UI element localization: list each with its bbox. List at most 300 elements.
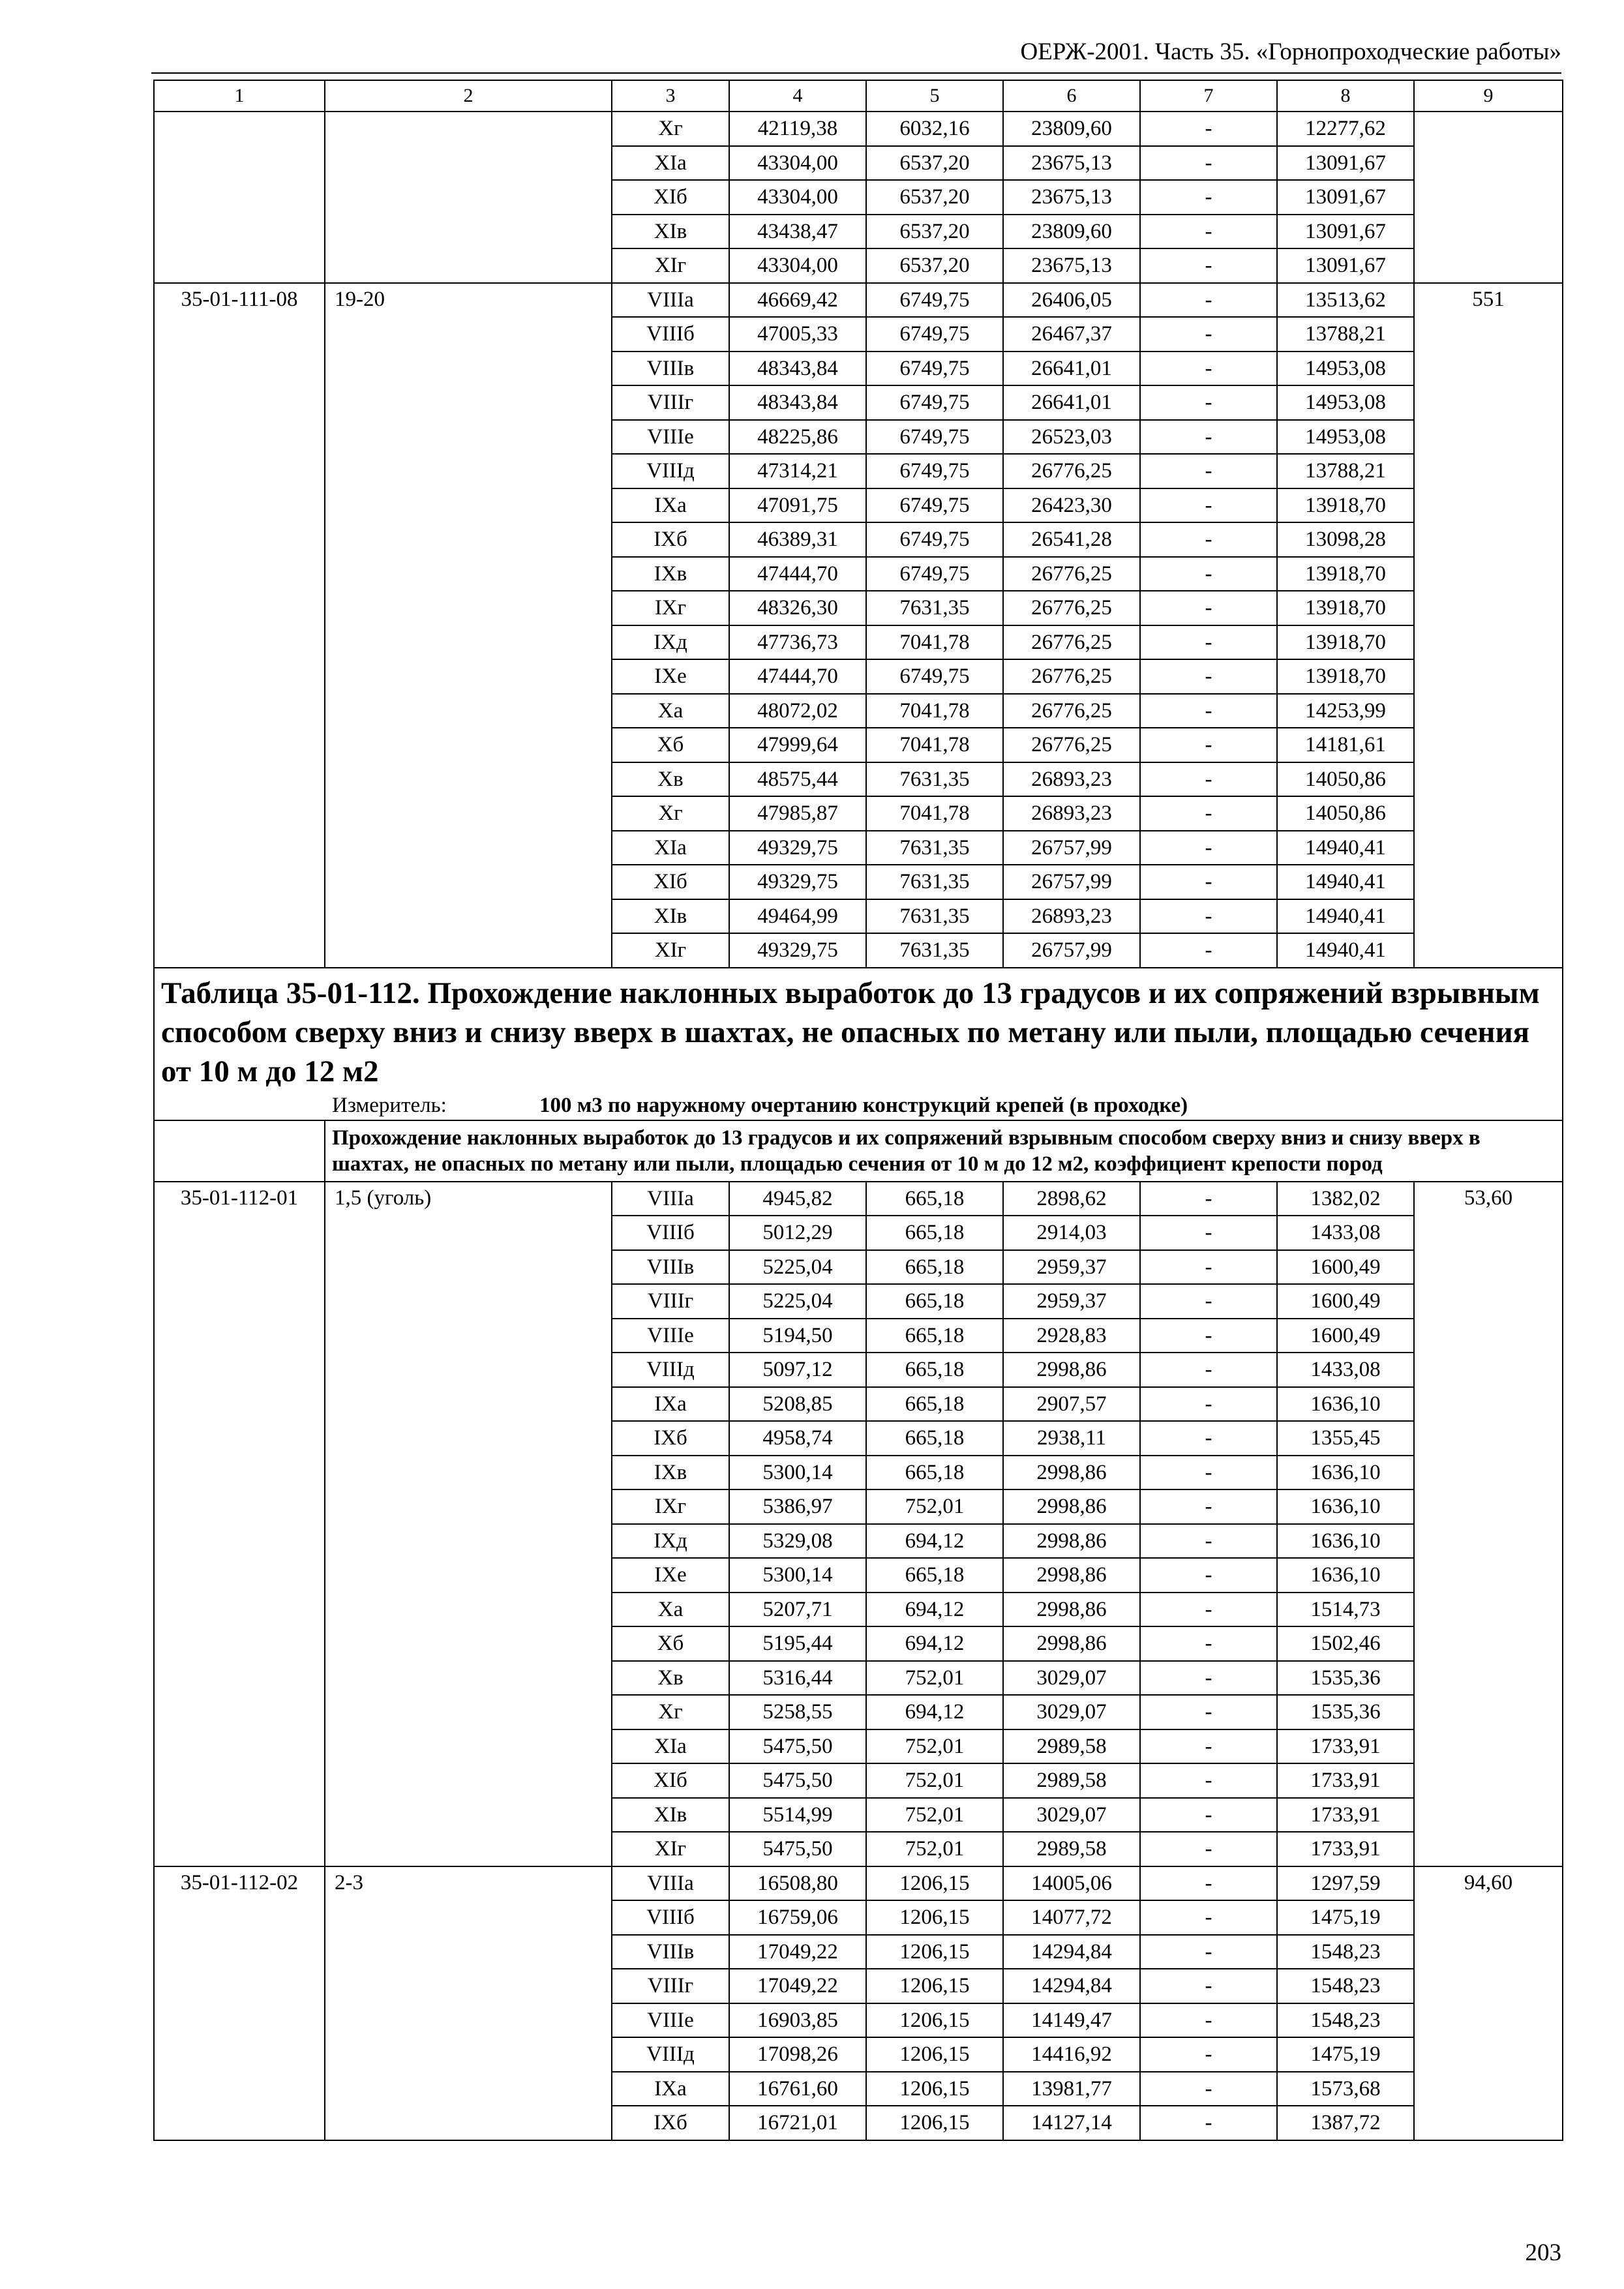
total-cost: 5316,44 xyxy=(729,1661,866,1696)
wages: 752,01 xyxy=(866,1832,1003,1866)
estimate-table xyxy=(153,80,1563,2141)
materials: 1636,10 xyxy=(1277,1456,1414,1490)
materials: 14953,08 xyxy=(1277,420,1414,455)
rock-strength: 19-20 xyxy=(325,283,612,968)
measure-label: Измеритель: xyxy=(332,1093,447,1117)
region-category: XIб xyxy=(612,865,729,899)
machinist-wages: - xyxy=(1140,1456,1277,1490)
total-cost: 47985,87 xyxy=(729,796,866,831)
materials: 14181,61 xyxy=(1277,728,1414,762)
machine-cost: 26893,23 xyxy=(1003,899,1140,934)
materials: 1355,45 xyxy=(1277,1421,1414,1456)
wages: 6749,75 xyxy=(866,522,1003,557)
machinist-wages: - xyxy=(1140,1900,1277,1935)
region-category: VIIIа xyxy=(612,283,729,318)
machine-cost: 26467,37 xyxy=(1003,317,1140,352)
wages: 1206,15 xyxy=(866,2003,1003,2038)
machinist-wages: - xyxy=(1140,1695,1277,1729)
table-title-row xyxy=(154,968,1563,1091)
region-category: IXв xyxy=(612,557,729,591)
wages: 694,12 xyxy=(866,1626,1003,1661)
machinist-wages: - xyxy=(1140,865,1277,899)
region-category: Xб xyxy=(612,1626,729,1661)
machinist-wages: - xyxy=(1140,1524,1277,1559)
machinist-wages: - xyxy=(1140,933,1277,968)
materials: 1733,91 xyxy=(1277,1729,1414,1764)
machine-cost: 14294,84 xyxy=(1003,1969,1140,2003)
region-category: Xв xyxy=(612,1661,729,1696)
machinist-wages: - xyxy=(1140,899,1277,934)
wages: 665,18 xyxy=(866,1456,1003,1490)
machinist-wages: - xyxy=(1140,1182,1277,1216)
machinist-wages: - xyxy=(1140,2106,1277,2140)
total-cost: 46389,31 xyxy=(729,522,866,557)
total-cost: 43304,00 xyxy=(729,248,866,283)
rock-strength xyxy=(325,112,612,283)
materials: 13918,70 xyxy=(1277,625,1414,660)
materials: 14253,99 xyxy=(1277,694,1414,728)
region-category: VIIIе xyxy=(612,2003,729,2038)
machine-cost: 2989,58 xyxy=(1003,1832,1140,1866)
wages: 752,01 xyxy=(866,1489,1003,1524)
materials: 13918,70 xyxy=(1277,591,1414,625)
machinist-wages: - xyxy=(1140,1489,1277,1524)
machine-cost: 2898,62 xyxy=(1003,1182,1140,1216)
machine-cost: 14416,92 xyxy=(1003,2037,1140,2072)
total-cost: 16508,80 xyxy=(729,1866,866,1901)
materials: 13091,67 xyxy=(1277,180,1414,215)
machine-cost: 13981,77 xyxy=(1003,2072,1140,2106)
wages: 6749,75 xyxy=(866,385,1003,420)
machine-cost: 2938,11 xyxy=(1003,1421,1140,1456)
machinist-wages: - xyxy=(1140,112,1277,146)
column-number: 6 xyxy=(1003,80,1140,112)
materials: 1433,08 xyxy=(1277,1353,1414,1387)
wages: 665,18 xyxy=(866,1558,1003,1593)
machine-cost: 26523,03 xyxy=(1003,420,1140,455)
machine-cost: 14127,14 xyxy=(1003,2106,1140,2140)
wages: 7631,35 xyxy=(866,865,1003,899)
total-cost: 16721,01 xyxy=(729,2106,866,2140)
wages: 1206,15 xyxy=(866,1935,1003,1969)
total-cost: 5329,08 xyxy=(729,1524,866,1559)
wages: 1206,15 xyxy=(866,1900,1003,1935)
region-category: XIа xyxy=(612,831,729,865)
machine-cost: 2989,58 xyxy=(1003,1729,1140,1764)
table-row xyxy=(154,1182,1563,1216)
wages: 6749,75 xyxy=(866,420,1003,455)
wages: 665,18 xyxy=(866,1182,1003,1216)
materials: 13098,28 xyxy=(1277,522,1414,557)
machine-cost: 2998,86 xyxy=(1003,1489,1140,1524)
total-cost: 5012,29 xyxy=(729,1216,866,1250)
column-number: 5 xyxy=(866,80,1003,112)
region-category: VIIIб xyxy=(612,1216,729,1250)
region-category: XIг xyxy=(612,248,729,283)
total-cost: 43438,47 xyxy=(729,215,866,249)
region-category: VIIIе xyxy=(612,420,729,455)
region-category: IXа xyxy=(612,2072,729,2106)
total-cost: 5475,50 xyxy=(729,1832,866,1866)
total-cost: 49329,75 xyxy=(729,933,866,968)
region-category: Xг xyxy=(612,1695,729,1729)
machine-cost: 2998,86 xyxy=(1003,1626,1140,1661)
total-cost: 5300,14 xyxy=(729,1558,866,1593)
region-category: XIв xyxy=(612,215,729,249)
column-number: 2 xyxy=(325,80,612,112)
machine-cost: 2998,86 xyxy=(1003,1456,1140,1490)
region-category: VIIIв xyxy=(612,352,729,386)
machinist-wages: - xyxy=(1140,2037,1277,2072)
materials: 1382,02 xyxy=(1277,1182,1414,1216)
machine-cost: 26776,25 xyxy=(1003,728,1140,762)
region-category: VIIIг xyxy=(612,1969,729,2003)
machinist-wages: - xyxy=(1140,1798,1277,1833)
total-cost: 48575,44 xyxy=(729,762,866,797)
region-category: VIIIв xyxy=(612,1250,729,1285)
region-category: IXг xyxy=(612,591,729,625)
region-category: IXд xyxy=(612,625,729,660)
wages: 665,18 xyxy=(866,1353,1003,1387)
total-cost: 47091,75 xyxy=(729,488,866,523)
materials: 1297,59 xyxy=(1277,1866,1414,1901)
rock-strength: 1,5 (уголь) xyxy=(325,1182,612,1866)
wages: 6537,20 xyxy=(866,215,1003,249)
materials: 13788,21 xyxy=(1277,317,1414,352)
header-rule xyxy=(151,72,1561,74)
region-category: XIа xyxy=(612,146,729,181)
wages: 752,01 xyxy=(866,1729,1003,1764)
region-category: VIIIд xyxy=(612,1353,729,1387)
wages: 752,01 xyxy=(866,1763,1003,1798)
running-header: ОЕРЖ-2001. Часть 35. «Горнопроходческие работы» xyxy=(1020,38,1561,65)
materials: 1475,19 xyxy=(1277,2037,1414,2072)
machinist-wages: - xyxy=(1140,1866,1277,1901)
machinist-wages: - xyxy=(1140,1250,1277,1285)
region-category: Xа xyxy=(612,1593,729,1627)
total-cost: 48343,84 xyxy=(729,385,866,420)
region-category: XIв xyxy=(612,899,729,934)
machine-cost: 26757,99 xyxy=(1003,831,1140,865)
machinist-wages: - xyxy=(1140,146,1277,181)
wages: 665,18 xyxy=(866,1250,1003,1285)
machine-cost: 26776,25 xyxy=(1003,659,1140,694)
machinist-wages: - xyxy=(1140,283,1277,318)
machine-cost: 2914,03 xyxy=(1003,1216,1140,1250)
total-cost: 5475,50 xyxy=(729,1763,866,1798)
materials: 1573,68 xyxy=(1277,2072,1414,2106)
machine-cost: 26423,30 xyxy=(1003,488,1140,523)
total-cost: 49329,75 xyxy=(729,865,866,899)
wages: 694,12 xyxy=(866,1593,1003,1627)
wages: 7041,78 xyxy=(866,728,1003,762)
materials: 14940,41 xyxy=(1277,865,1414,899)
total-cost: 47444,70 xyxy=(729,557,866,591)
total-cost: 16761,60 xyxy=(729,2072,866,2106)
machinist-wages: - xyxy=(1140,762,1277,797)
total-cost: 5225,04 xyxy=(729,1284,866,1319)
total-cost: 47444,70 xyxy=(729,659,866,694)
materials: 14050,86 xyxy=(1277,762,1414,797)
materials: 1600,49 xyxy=(1277,1250,1414,1285)
machine-cost: 2959,37 xyxy=(1003,1250,1140,1285)
region-category: VIIIв xyxy=(612,1935,729,1969)
wages: 6749,75 xyxy=(866,659,1003,694)
column-number: 4 xyxy=(729,80,866,112)
machinist-wages: - xyxy=(1140,522,1277,557)
machinist-wages: - xyxy=(1140,420,1277,455)
region-category: VIIIе xyxy=(612,1319,729,1353)
machine-cost: 3029,07 xyxy=(1003,1661,1140,1696)
region-category: XIб xyxy=(612,1763,729,1798)
region-category: IXе xyxy=(612,659,729,694)
materials: 13513,62 xyxy=(1277,283,1414,318)
region-category: XIв xyxy=(612,1798,729,1833)
materials: 1733,91 xyxy=(1277,1832,1414,1866)
wages: 6749,75 xyxy=(866,488,1003,523)
labor-cost: 551 xyxy=(1414,283,1563,968)
wages: 7041,78 xyxy=(866,796,1003,831)
materials: 14050,86 xyxy=(1277,796,1414,831)
measure-cell xyxy=(154,1091,1563,1120)
machine-cost: 26893,23 xyxy=(1003,796,1140,831)
norm-code xyxy=(154,112,325,283)
region-category: IXб xyxy=(612,522,729,557)
machinist-wages: - xyxy=(1140,1763,1277,1798)
machine-cost: 26776,25 xyxy=(1003,625,1140,660)
materials: 14940,41 xyxy=(1277,933,1414,968)
region-category: IXа xyxy=(612,1387,729,1422)
wages: 1206,15 xyxy=(866,2106,1003,2140)
total-cost: 5386,97 xyxy=(729,1489,866,1524)
machinist-wages: - xyxy=(1140,625,1277,660)
column-number-row xyxy=(154,80,1563,112)
wages: 665,18 xyxy=(866,1216,1003,1250)
total-cost: 48072,02 xyxy=(729,694,866,728)
column-number: 3 xyxy=(612,80,729,112)
region-category: IXв xyxy=(612,1456,729,1490)
table-title: Таблица 35-01-112. Прохождение наклонных выработок до 13 градусов и их сопряжений взрывным способом сверху вниз и снизу вверх в шахтах, не опасных по метану или пыли, площадью сечения от 10 м до 12 м2 xyxy=(154,968,1563,1091)
wages: 7631,35 xyxy=(866,762,1003,797)
wages: 665,18 xyxy=(866,1387,1003,1422)
measure-value: 100 м3 по наружному очертанию конструкций крепей (в проходке) xyxy=(539,1093,1188,1117)
machinist-wages: - xyxy=(1140,1421,1277,1456)
table-body xyxy=(154,80,1563,2140)
materials: 1600,49 xyxy=(1277,1284,1414,1319)
total-cost: 5475,50 xyxy=(729,1729,866,1764)
wages: 1206,15 xyxy=(866,2072,1003,2106)
measure-row xyxy=(154,1091,1563,1120)
total-cost: 4958,74 xyxy=(729,1421,866,1456)
machine-cost: 3029,07 xyxy=(1003,1798,1140,1833)
materials: 13788,21 xyxy=(1277,454,1414,488)
machine-cost: 26776,25 xyxy=(1003,591,1140,625)
materials: 1548,23 xyxy=(1277,2003,1414,2038)
total-cost: 16759,06 xyxy=(729,1900,866,1935)
wages: 6032,16 xyxy=(866,112,1003,146)
machine-cost: 23675,13 xyxy=(1003,180,1140,215)
materials: 12277,62 xyxy=(1277,112,1414,146)
total-cost: 17049,22 xyxy=(729,1969,866,2003)
materials: 14940,41 xyxy=(1277,831,1414,865)
machinist-wages: - xyxy=(1140,1661,1277,1696)
wages: 694,12 xyxy=(866,1695,1003,1729)
total-cost: 47736,73 xyxy=(729,625,866,660)
materials: 1548,23 xyxy=(1277,1935,1414,1969)
total-cost: 49464,99 xyxy=(729,899,866,934)
total-cost: 48343,84 xyxy=(729,352,866,386)
materials: 14940,41 xyxy=(1277,899,1414,934)
total-cost: 5097,12 xyxy=(729,1353,866,1387)
machine-cost: 26757,99 xyxy=(1003,865,1140,899)
machinist-wages: - xyxy=(1140,1969,1277,2003)
wages: 7631,35 xyxy=(866,831,1003,865)
total-cost: 43304,00 xyxy=(729,146,866,181)
total-cost: 5195,44 xyxy=(729,1626,866,1661)
region-category: XIг xyxy=(612,933,729,968)
labor-cost: 94,60 xyxy=(1414,1866,1563,2140)
materials: 1514,73 xyxy=(1277,1593,1414,1627)
wages: 1206,15 xyxy=(866,1866,1003,1901)
wages: 6537,20 xyxy=(866,180,1003,215)
total-cost: 46669,42 xyxy=(729,283,866,318)
machinist-wages: - xyxy=(1140,488,1277,523)
wages: 7631,35 xyxy=(866,899,1003,934)
machine-cost: 23675,13 xyxy=(1003,248,1140,283)
description-empty xyxy=(154,1120,325,1182)
machine-cost: 3029,07 xyxy=(1003,1695,1140,1729)
region-category: VIIIа xyxy=(612,1866,729,1901)
rock-strength: 2-3 xyxy=(325,1866,612,2140)
work-description: Прохождение наклонных выработок до 13 градусов и их сопряжений взрывным способом сверху вниз и снизу вверх в шахтах, не опасных по метану или пыли, площадью сечения от 10 м до 12 м2, коэффициент крепости пород xyxy=(325,1120,1563,1182)
machinist-wages: - xyxy=(1140,352,1277,386)
total-cost: 49329,75 xyxy=(729,831,866,865)
machine-cost: 2998,86 xyxy=(1003,1524,1140,1559)
materials: 1535,36 xyxy=(1277,1695,1414,1729)
wages: 7041,78 xyxy=(866,625,1003,660)
machinist-wages: - xyxy=(1140,1319,1277,1353)
machinist-wages: - xyxy=(1140,591,1277,625)
materials: 1548,23 xyxy=(1277,1969,1414,2003)
labor-cost: 53,60 xyxy=(1414,1182,1563,1866)
norm-code: 35-01-112-02 xyxy=(154,1866,325,2140)
labor-cost xyxy=(1414,112,1563,283)
machine-cost: 26893,23 xyxy=(1003,762,1140,797)
total-cost: 16903,85 xyxy=(729,2003,866,2038)
wages: 665,18 xyxy=(866,1284,1003,1319)
machinist-wages: - xyxy=(1140,1558,1277,1593)
machine-cost: 2989,58 xyxy=(1003,1763,1140,1798)
machine-cost: 26757,99 xyxy=(1003,933,1140,968)
region-category: IXа xyxy=(612,488,729,523)
wages: 6749,75 xyxy=(866,557,1003,591)
materials: 13091,67 xyxy=(1277,215,1414,249)
machine-cost: 2907,57 xyxy=(1003,1387,1140,1422)
machine-cost: 26641,01 xyxy=(1003,352,1140,386)
materials: 1733,91 xyxy=(1277,1763,1414,1798)
region-category: XIг xyxy=(612,1832,729,1866)
materials: 1387,72 xyxy=(1277,2106,1414,2140)
region-category: IXг xyxy=(612,1489,729,1524)
total-cost: 5225,04 xyxy=(729,1250,866,1285)
wages: 6749,75 xyxy=(866,317,1003,352)
machine-cost: 2928,83 xyxy=(1003,1319,1140,1353)
materials: 13918,70 xyxy=(1277,659,1414,694)
column-number: 7 xyxy=(1140,80,1277,112)
wages: 694,12 xyxy=(866,1524,1003,1559)
machinist-wages: - xyxy=(1140,454,1277,488)
wages: 752,01 xyxy=(866,1798,1003,1833)
machinist-wages: - xyxy=(1140,1216,1277,1250)
total-cost: 42119,38 xyxy=(729,112,866,146)
machinist-wages: - xyxy=(1140,1387,1277,1422)
machine-cost: 23809,60 xyxy=(1003,215,1140,249)
wages: 665,18 xyxy=(866,1319,1003,1353)
table-row xyxy=(154,283,1563,318)
machine-cost: 26776,25 xyxy=(1003,557,1140,591)
wages: 7631,35 xyxy=(866,933,1003,968)
total-cost: 4945,82 xyxy=(729,1182,866,1216)
wages: 665,18 xyxy=(866,1421,1003,1456)
machine-cost: 26776,25 xyxy=(1003,694,1140,728)
total-cost: 47999,64 xyxy=(729,728,866,762)
page-number: 203 xyxy=(1525,2239,1561,2266)
machinist-wages: - xyxy=(1140,1626,1277,1661)
materials: 13918,70 xyxy=(1277,557,1414,591)
region-category: VIIIг xyxy=(612,385,729,420)
materials: 1636,10 xyxy=(1277,1387,1414,1422)
machinist-wages: - xyxy=(1140,557,1277,591)
total-cost: 5258,55 xyxy=(729,1695,866,1729)
region-category: VIIIб xyxy=(612,1900,729,1935)
wages: 1206,15 xyxy=(866,1969,1003,2003)
machinist-wages: - xyxy=(1140,1832,1277,1866)
materials: 14953,08 xyxy=(1277,385,1414,420)
machine-cost: 14294,84 xyxy=(1003,1935,1140,1969)
column-number: 9 xyxy=(1414,80,1563,112)
materials: 1733,91 xyxy=(1277,1798,1414,1833)
machinist-wages: - xyxy=(1140,796,1277,831)
region-category: VIIIа xyxy=(612,1182,729,1216)
machine-cost: 14005,06 xyxy=(1003,1866,1140,1901)
total-cost: 17049,22 xyxy=(729,1935,866,1969)
wages: 6749,75 xyxy=(866,352,1003,386)
machine-cost: 23675,13 xyxy=(1003,146,1140,181)
machinist-wages: - xyxy=(1140,317,1277,352)
region-category: Xг xyxy=(612,796,729,831)
wages: 1206,15 xyxy=(866,2037,1003,2072)
machinist-wages: - xyxy=(1140,1353,1277,1387)
norm-code: 35-01-111-08 xyxy=(154,283,325,968)
table-row xyxy=(154,112,1563,146)
region-category: Xб xyxy=(612,728,729,762)
machine-cost: 14149,47 xyxy=(1003,2003,1140,2038)
region-category: Xв xyxy=(612,762,729,797)
machine-cost: 26406,05 xyxy=(1003,283,1140,318)
wages: 752,01 xyxy=(866,1661,1003,1696)
materials: 13091,67 xyxy=(1277,146,1414,181)
machine-cost: 2998,86 xyxy=(1003,1558,1140,1593)
machinist-wages: - xyxy=(1140,215,1277,249)
machinist-wages: - xyxy=(1140,659,1277,694)
total-cost: 5194,50 xyxy=(729,1319,866,1353)
machinist-wages: - xyxy=(1140,1284,1277,1319)
total-cost: 5300,14 xyxy=(729,1456,866,1490)
wages: 7041,78 xyxy=(866,694,1003,728)
region-category: VIIIг xyxy=(612,1284,729,1319)
total-cost: 48225,86 xyxy=(729,420,866,455)
total-cost: 5207,71 xyxy=(729,1593,866,1627)
